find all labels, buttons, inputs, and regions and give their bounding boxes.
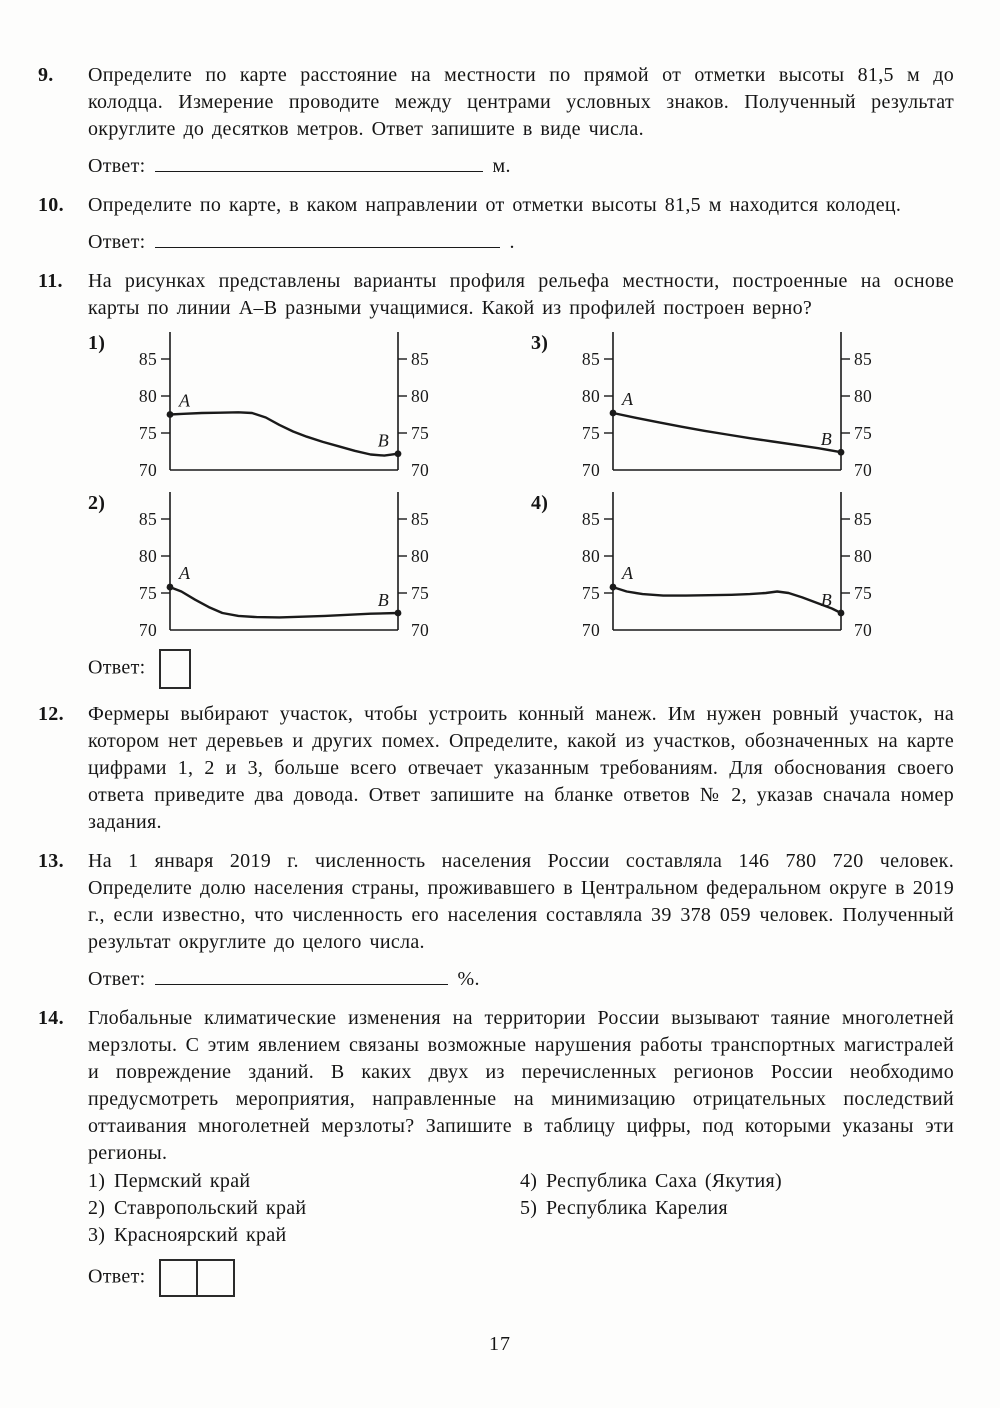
right-tick-label: 70 [854,459,873,479]
profile-curve [170,412,398,455]
right-tick-label: 70 [411,459,430,479]
profile-charts [88,329,954,639]
point-a-label: A [622,563,634,584]
profile-chart-4 [531,489,974,639]
question-10-number: 10. [38,194,64,216]
right-tick-label: 70 [411,619,430,639]
profile-curve [613,587,841,613]
option-5 [520,1195,954,1222]
right-tick-label: 75 [411,422,430,443]
question-13 [38,848,954,993]
question-9-number: 9. [38,64,54,86]
left-tick-label: 70 [138,619,157,639]
option-3-number: 3) [88,1224,106,1246]
point-a-dot [610,584,617,591]
options-column-2 [520,1168,954,1249]
option-1 [88,1168,520,1195]
question-14 [38,1005,954,1297]
profile-chart-2 [88,489,531,639]
right-tick-label: 80 [854,385,873,406]
option-1-label: Пермский край [114,1170,251,1192]
question-13-answer-row [88,966,954,993]
chart-4-label: 4) [531,492,549,514]
right-tick-label: 85 [411,508,430,529]
chart-1-label: 1) [88,332,106,354]
option-5-label: Республика Карелия [546,1197,728,1219]
option-3-label: Красноярский край [114,1224,287,1246]
right-tick-label: 70 [854,619,873,639]
question-14-answer-row [88,1259,954,1297]
answer-label: Ответ: [88,231,146,253]
left-tick-label: 75 [138,582,157,603]
question-13-answer-suffix: %. [457,968,480,990]
question-9-answer-suffix: м. [492,155,511,177]
question-14-answer-box-1[interactable] [159,1259,198,1297]
left-tick-label: 75 [581,422,600,443]
chart-2-label: 2) [88,492,106,514]
point-b-label: B [377,589,389,610]
chart-1-plot [124,329,454,479]
left-tick-label: 85 [581,348,600,369]
question-9-answer-blank[interactable] [155,169,483,172]
option-3 [88,1222,520,1249]
question-12 [38,701,954,836]
question-9 [38,62,954,180]
question-14-answer-boxes [159,1259,235,1297]
right-tick-label: 80 [411,545,430,566]
answer-label: Ответ: [88,1265,146,1288]
option-2 [88,1195,520,1222]
left-tick-label: 80 [581,385,600,406]
question-10 [38,192,954,256]
point-a-label: A [622,389,634,410]
left-tick-label: 70 [581,459,600,479]
left-tick-label: 75 [138,422,157,443]
point-a-dot [610,410,617,417]
answer-label: Ответ: [88,968,146,990]
question-10-answer-row [88,229,954,256]
left-tick-label: 80 [581,545,600,566]
question-13-answer-blank[interactable] [155,982,448,985]
point-b-dot [838,449,845,456]
point-a-label: A [179,390,191,411]
profile-curve [613,413,841,452]
option-4-label: Республика Саха (Якутия) [546,1170,782,1192]
option-4 [520,1168,954,1195]
question-12-number: 12. [38,703,64,725]
page-number: 17 [489,1333,511,1355]
right-tick-label: 75 [854,422,873,443]
chart-3-plot [567,329,897,479]
question-10-answer-blank[interactable] [155,245,500,248]
point-b-label: B [820,589,832,610]
question-11-text: На рисунках представлены варианты профиля рельефа местности, построенные на основе карты по линии А–В разными учащимися. Какой из профилей построен верно? [88,270,954,319]
chart-2-plot [124,489,454,639]
question-11-answer-row [88,649,954,689]
point-a-label: A [179,563,191,584]
profile-chart-3 [531,329,974,479]
point-b-label: B [820,429,832,450]
point-b-dot [838,610,845,617]
left-tick-label: 75 [581,582,600,603]
question-11-answer-box[interactable] [159,649,191,689]
question-13-text: На 1 января 2019 г. численность населения России составляла 146 780 720 человек. Определите долю населения страны, проживавшего в Центральном федеральном округе в 2019 г., если известно, что численность его населения составляла 39 378 059 человек. Полученный результат округлите до целого числа. [88,850,954,953]
question-9-text: Определите по карте расстояние на местности по прямой от отметки высоты 81,5 м до колодца. Измерение проводите между центрами условных знаков. Полученный результат округлите до десятков метров. Ответ запишите в виде числа. [88,64,954,140]
question-10-answer-suffix: . [509,231,515,253]
left-tick-label: 70 [138,459,157,479]
left-tick-label: 85 [581,508,600,529]
chart-3-label: 3) [531,332,549,354]
point-a-dot [167,411,174,418]
left-tick-label: 80 [138,385,157,406]
answer-label: Ответ: [88,155,146,177]
option-2-number: 2) [88,1197,106,1219]
option-5-number: 5) [520,1197,538,1219]
option-1-number: 1) [88,1170,106,1192]
left-tick-label: 70 [581,619,600,639]
right-tick-label: 85 [854,508,873,529]
question-14-options [88,1168,954,1249]
right-tick-label: 75 [854,582,873,603]
profile-curve [170,587,398,617]
options-column-1 [88,1168,520,1249]
question-14-number: 14. [38,1007,64,1029]
question-14-text: Глобальные климатические изменения на территории России вызывают таяние многолетней мерзлоты. С этим явлением связаны возможные нарушения работы транспортных магистралей и повреждение зданий. В каких двух из перечисленных регионов России необходимо предусмотреть мероприятия, направленные на минимизацию отрицательных последствий оттаивания многолетней мерзлоты? Запишите в таблицу цифры, под которыми указаны эти регионы. [88,1007,954,1164]
point-b-dot [395,610,402,617]
question-11-number: 11. [38,270,63,292]
question-13-number: 13. [38,850,64,872]
point-b-dot [395,450,402,457]
answer-label: Ответ: [88,656,146,679]
point-b-label: B [377,430,389,451]
right-tick-label: 80 [854,545,873,566]
right-tick-label: 75 [411,582,430,603]
right-tick-label: 85 [411,348,430,369]
point-a-dot [167,584,174,591]
option-4-number: 4) [520,1170,538,1192]
question-10-text: Определите по карте, в каком направлении от отметки высоты 81,5 м находится колодец. [88,194,902,216]
question-14-answer-box-2[interactable] [196,1259,235,1297]
left-tick-label: 85 [138,508,157,529]
right-tick-label: 80 [411,385,430,406]
option-2-label: Ставропольский край [114,1197,307,1219]
left-tick-label: 80 [138,545,157,566]
question-9-answer-row [88,153,954,180]
question-11 [38,268,954,689]
question-12-text: Фермеры выбирают участок, чтобы устроить конный манеж. Им нужен ровный участок, на котором нет деревьев и других помех. Определите, какой из участков, обозначенных на карте цифрами 1, 2 и 3, больше всего отвечает указанным требованиям. Для обоснования своего ответа приведите два довода. Ответ запишите на бланке ответов № 2, указав сначала номер задания. [88,703,954,833]
right-tick-label: 85 [854,348,873,369]
profile-chart-1 [88,329,531,479]
chart-4-plot [567,489,897,639]
left-tick-label: 85 [138,348,157,369]
